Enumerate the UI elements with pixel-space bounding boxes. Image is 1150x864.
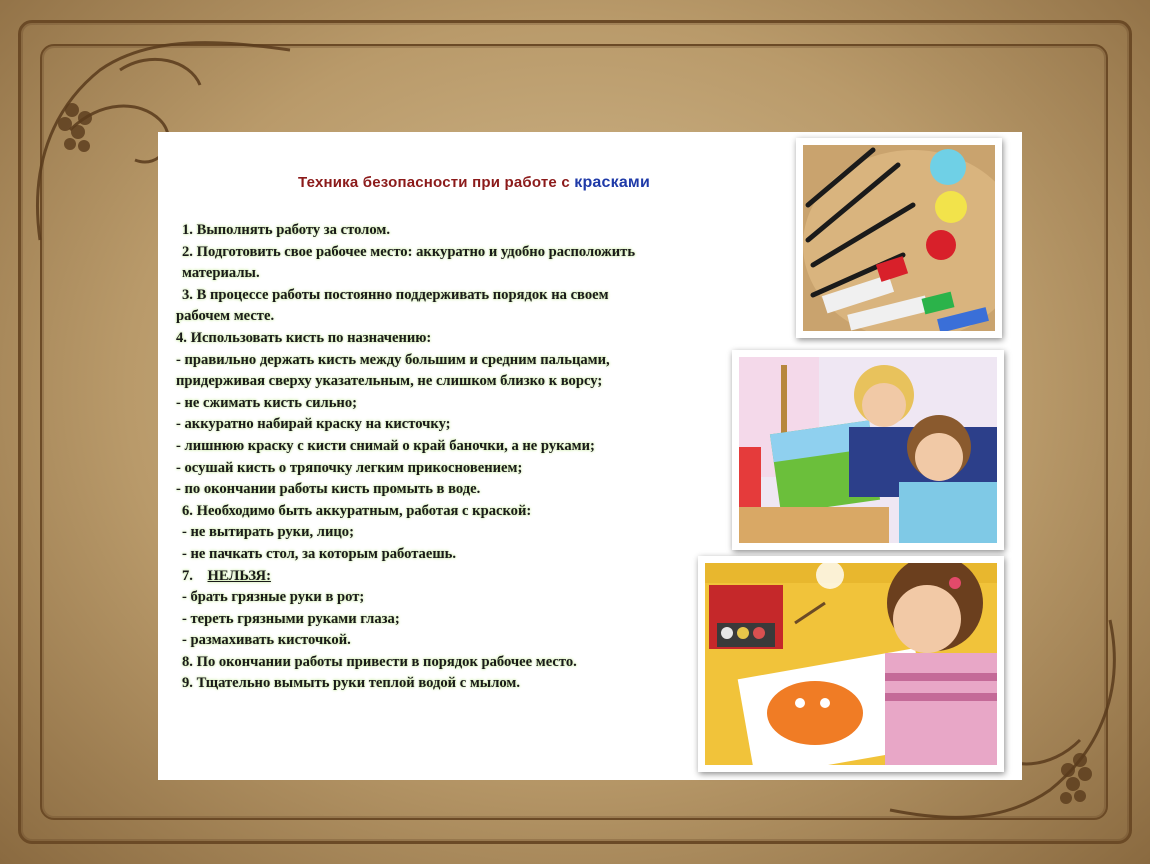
rule-line: материалы. xyxy=(182,265,260,282)
paint-palette-brushes-icon xyxy=(803,145,995,331)
rule-line: 3. В процессе работы постоянно поддерживать порядок на своем xyxy=(182,286,609,303)
rule-line: - не вытирать руки, лицо; xyxy=(182,524,354,541)
rule-line: - размахивать кисточкой. xyxy=(182,632,351,649)
slide-title xyxy=(298,174,758,192)
title-text: Техника безопасности при работе с xyxy=(298,174,570,191)
rule-line: придерживая сверху указательным, не слишком близко к ворсу; xyxy=(176,373,603,390)
rule-line: - не сжимать кисть сильно; xyxy=(176,394,357,411)
rule-line: 8. По окончании работы привести в порядок рабочее место. xyxy=(182,653,577,670)
teacher-child-painting-icon xyxy=(739,357,997,543)
rule-line: 2. Подготовить свое рабочее место: аккуратно и удобно расположить xyxy=(182,243,636,260)
rule-line: - брать грязные руки в рот; xyxy=(182,589,365,606)
teacher-child-photo xyxy=(732,350,1004,550)
rule-line: - по окончании работы кисть промыть в воде. xyxy=(176,481,481,498)
rule-line-7 xyxy=(176,566,776,588)
rule-line: 4. Использовать кисть по назначению: xyxy=(176,329,432,346)
title-accent: красками xyxy=(574,174,651,191)
rule-line: - аккуратно набирай краску на кисточку; xyxy=(176,416,451,433)
girl-painting-photo xyxy=(698,556,1004,772)
rule-forbidden-label: НЕЛЬЗЯ: xyxy=(207,567,271,584)
rule-line: - лишнюю краску с кисти снимай о край баночки, а не руками; xyxy=(176,437,595,454)
rule-line: - тереть грязными руками глаза; xyxy=(182,610,400,627)
rule-number: 7. xyxy=(182,567,193,584)
rule-line: - правильно держать кисть между большим и средним пальцами, xyxy=(176,351,610,368)
rule-line: - не пачкать стол, за которым работаешь. xyxy=(182,545,457,562)
rule-line: 1. Выполнять работу за столом. xyxy=(182,222,390,238)
rule-line: 6. Необходимо быть аккуратным, работая с краской: xyxy=(182,502,532,519)
rule-line: 9. Тщательно вымыть руки теплой водой с мылом. xyxy=(182,675,520,692)
safety-rules-list xyxy=(176,220,776,695)
rule-line: рабочем месте. xyxy=(176,308,275,325)
girl-painting-icon xyxy=(705,563,997,765)
slide-content xyxy=(158,132,1022,780)
paint-palette-photo xyxy=(796,138,1002,338)
rule-line: - осушай кисть о тряпочку легким прикосновением; xyxy=(176,459,523,476)
